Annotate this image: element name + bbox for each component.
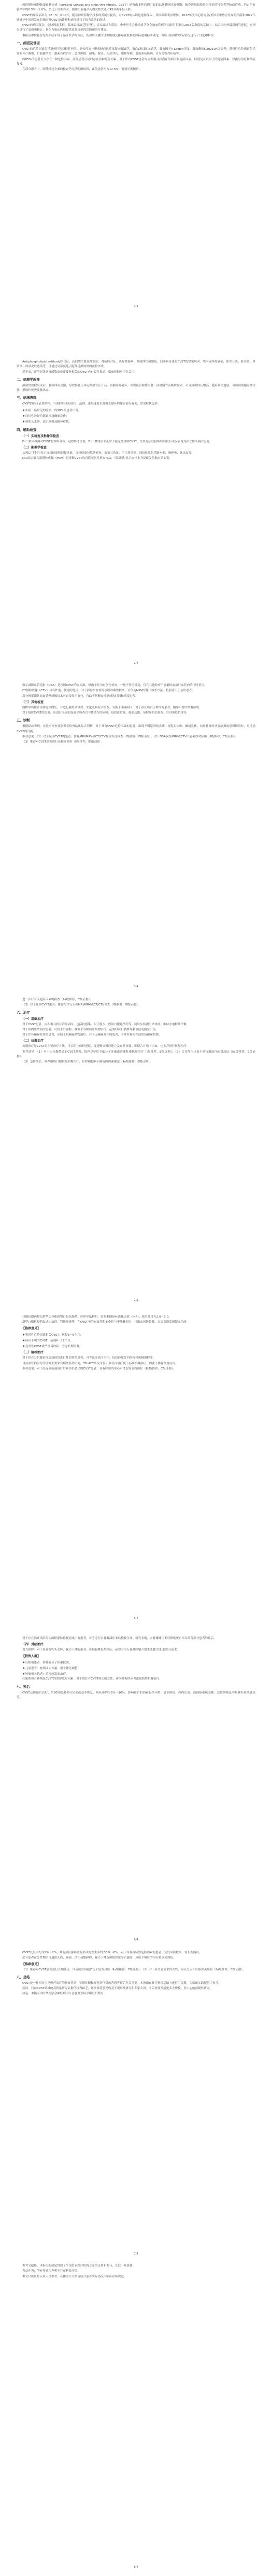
paragraph: CVST复发率约为2%～7%，其他部位静脉血栓形成的发生率约为3%～8%。对于存在持续性危险因素的患者，复发风险较高，需长期随访。 bbox=[22, 1951, 202, 1954]
subsection-heading: 【推荐意见】 bbox=[22, 1326, 41, 1331]
paragraph: （1）推荐对CVST患者进行长期随访，评估血管再通情况和复发风险（Ⅱa级推荐，C级证据）；（2）对于有生育需求的女性，应充分告知妊娠相关风险（Ⅱa级推荐，C级证据）。 bbox=[22, 1968, 246, 1971]
page-number: 5/4 bbox=[134, 1617, 138, 1620]
page-number: 4/4 bbox=[134, 1299, 138, 1303]
paragraph: 部分患者在急性期后可遗留头痛、癫痫、认知功能障碍、视力下降及抑郁焦虑等后遗症，应给予相应的治疗和康复训练。 bbox=[22, 1956, 176, 1960]
paragraph: CT静脉成像（CTV）具有快速、便捷的优点，对于静脉窦血栓的诊断准确性较高，可作为MRV的替代检查方法，特别适用于急诊患者。 bbox=[22, 689, 195, 693]
paragraph: CVST的年发病率为（2～5）/100万，随着神经影像学技术的发展与提高，对CVST的认识也逐渐深入，其检出率明显增加。2017年美国心脏协会/美国卒中协会发布的指南和2022年欧洲卒中组织发布的指南对CVST的诊断和治疗进行了较为系统的阐述。 bbox=[17, 13, 255, 22]
paragraph: Antiphospholipid antibody综合征、高同型半胱氨酸血症、肾病综合征、炎症性肠病、系统性红斑狼疮、白塞病等也是CVST的常见病因。颅内或颅外感染，如中耳炎、乳突炎、鼻窦炎、面部皮肤感染等，可通过局部蔓延引起邻近静脉窦的血栓形成。 bbox=[17, 360, 255, 369]
subsection-heading: （二）影像学检查 bbox=[22, 445, 47, 450]
paragraph: D-二聚体检测对CVST的诊断具有一定的参考价值，D-二聚体水平正常不能完全排除CVST，尤其是症状持续时间较长或仅表现为孤立性头痛的患者。 bbox=[22, 440, 212, 443]
paragraph: 根据临床表现、实验室检查及影像学检查结果综合判断。对于具有CVST危险因素的患者，出现不明原因的头痛、视乳头水肿、癫痫发作、局灶性神经功能缺损或意识障碍时，应考虑CVST的可能。 bbox=[17, 725, 255, 733]
paragraph: 高分辨率磁共振血管壁成像技术可直接显示血栓，有助于判断血栓形成的时间和演变过程。 bbox=[22, 694, 138, 698]
bullet-item: ● 复发性CVST或严重易栓症：考虑长期抗凝。 bbox=[23, 1343, 255, 1349]
page bbox=[11, 680, 261, 996]
paragraph: 头颅CT平扫可显示直接征象和间接征象，直接征象包括条索征、致密三角征、空三角征等；间接征象包括脑水肿、脑梗死、脑出血等。 bbox=[22, 451, 194, 455]
paragraph: 执笔：本指南由中华医学会神经病学分会脑血管病学组组织撰写。 bbox=[22, 1992, 107, 1996]
page bbox=[11, 1948, 261, 2263]
bullet-item: ● 肿瘤相关患者：重视原发病治疗。 bbox=[23, 1671, 255, 1677]
paragraph: 数字减影血管造影（DSA）是诊断CVST的金标准，但由于其为有创性检查，一般不作为首选，仅在其他检查不能确诊或拟行血管内治疗时采用。 bbox=[22, 684, 207, 687]
paragraph: 新型口服抗凝药如达比加群、利伐沙班等，在CVST中的有效性和安全性与华法林相当，且出血风险较低，无需常规监测凝血功能。 bbox=[22, 1321, 190, 1324]
paragraph: 对于经充分抗凝治疗后病情仍进行性加重的患者，可考虑血管内治疗，包括静脉窦内溶栓和机械取栓等。 bbox=[22, 1356, 156, 1360]
paragraph: 妊娠期和产褥期是CVST的重要危险因素，对于既往有CVST病史的女性，再次妊娠时应考虑预防性抗凝治疗。 bbox=[22, 1677, 162, 1681]
paragraph: （3）推荐对CVST患者进行易栓症筛查（Ⅱ级推荐，B级证据）。 bbox=[22, 740, 104, 744]
page-number: 6/4 bbox=[134, 1938, 138, 1941]
page bbox=[11, 2261, 261, 2576]
section-heading: 一、病因及诱因 bbox=[17, 41, 40, 46]
paragraph: 对于存在脑疝风险的大面积静脉性梗死或出血患者，可考虑行去骨瓣减压术以挽救生命。研究表明，去骨瓣减压术可降低死亡率并改善部分患者的预后。 bbox=[22, 1637, 217, 1640]
paragraph: （3）对于疑诊CVST患者，推荐尽早行头颅MRI/MRV或CT/CTV检查（Ⅰ级推荐，B级证据）。 bbox=[22, 1003, 141, 1007]
section-heading: 八、总结 bbox=[17, 1975, 30, 1979]
section-heading: 二、病理学改变 bbox=[17, 377, 40, 382]
subsection-heading: （一）基础治疗 bbox=[22, 1017, 44, 1021]
page bbox=[11, 1633, 261, 1949]
subsection-heading: （三）溶栓治疗 bbox=[22, 1351, 44, 1355]
paragraph: 推荐意见：（1）对于无抗凝禁忌的CVST患者，推荐尽早给予低分子肝素或普通肝素抗凝治疗（Ⅰ级推荐，B级证据）；（2）合并颅内出血不是抗凝治疗的禁忌证（Ⅱa级推荐，B级证据）。 bbox=[17, 1050, 255, 1059]
page bbox=[11, 357, 261, 672]
paragraph: CVST总体预后良好，约80%的患者可完全或基本恢复，病死率约为5%～10%。影响预后的因素包括年龄、意识障碍、颅内出血、深静脉系统受累、恶性肿瘤及中枢神经系统感染等。 bbox=[17, 1691, 255, 1700]
paragraph: CVST的病因复杂，危险因素多样，临床表现缺乏特异性，容易漏诊和误诊。中华医学会神经病学分会脑血管病学组组织专家在2015版指南的基础上，结合国内外最新研究进展，对指南进行了更新和修订，旨在为临床医师提供更加规范的诊断和治疗建议。 bbox=[17, 24, 255, 32]
paragraph: 对于CVST患者，应积极寻找并治疗病因，包括抗感染、纠正脱水、停用口服避孕药等。同时应监测生命体征，维持水电解质平衡。 bbox=[22, 1023, 190, 1026]
bullet-item: ● 头痛：最常见的症状，约90%的患者出现； bbox=[23, 408, 255, 413]
subsection-heading: 【推荐意见】 bbox=[22, 1962, 41, 1966]
paragraph: 约85%的患者至少存在一种危险因素，部分患者可同时存在多种危险因素。对于所有CVST患者均应积极寻找潜在的病因和危险因素，特别是可以纠正的危险因素，以指导治疗和预防复发。 bbox=[17, 58, 255, 66]
paragraph: 本文仅供医疗专业人员参考，具体诊疗方案请结合患者实际情况由临床医师决定。 bbox=[22, 2275, 127, 2278]
section-heading: 五、诊断 bbox=[17, 718, 30, 723]
paragraph: CVST的临床表现多样，与血栓形成的部位、范围、进展速度以及侧支循环的建立情况有关，常见症状包括： bbox=[22, 402, 161, 406]
paragraph: 视力保护：对于存在视乳头水肿、视力下降的患者，应积极降低颅内压，必要时可行视神经鞘开窗术或腰大池-腹腔分流术。 bbox=[22, 1648, 180, 1652]
bullet-item: ● 局灶性神经功能缺损及癫痫发作； bbox=[23, 413, 255, 419]
section-heading: 七、预后 bbox=[17, 1684, 30, 1689]
paragraph: 在部分患者中，即使经过全面的检查仍无法明确病因，此类患者约占12.5%，需要长期随访。 bbox=[22, 68, 142, 72]
paragraph: 利益冲突：所有作者均声明不存在利益冲突。 bbox=[22, 2270, 80, 2273]
section-heading: 三、临床表现 bbox=[17, 396, 37, 400]
paragraph: 腰椎穿刺检查可测定颅内压，并进行脑脊液常规、生化及病原学检查，有助于明确病因。对于存在颅内压增高的患者，腰穿可暂时缓解症状。 bbox=[22, 706, 202, 709]
page bbox=[11, 1312, 261, 1627]
paragraph: 推荐意见：（1）对于疑诊CVST的患者，推荐MRI/MRV或CT/CTV作为首选检查（Ⅰ级推荐，B级证据）；（2）DSA仅在MRV或CTV不能确诊时应用（Ⅱ级推荐，C级证据）。 bbox=[22, 735, 238, 739]
paragraph: 静脉窦血栓形成后，静脉回流受阻，导致静脉压和毛细血管压升高，血脑屏障破坏，出现血管源性水肿；同时脑脊液吸收障碍，可导致颅内压增高。随着病情进展，可出现细胞毒性水肿、静脉性梗死及脑出血。 bbox=[17, 384, 255, 393]
page-number: 3/4 bbox=[134, 985, 138, 988]
paragraph: 本指南中推荐意见的形成采用了循证医学的方法，所引用文献的证据级别及推荐强度参照国际通用标准确定，并结合我国的实际情况进行了讨论和修改。 bbox=[22, 34, 217, 37]
paragraph: 口服抗凝药物包括华法林和新型口服抗凝药。应用华法林时，需监测国际标准化比值（INR），使其维持在2.0～3.0。 bbox=[22, 1315, 172, 1319]
page bbox=[11, 0, 261, 315]
paragraph: 对于疑诊CVST的患者，应进行全面的血液学检查以寻找潜在的病因，包括血常规、凝血功能、易栓症相关检查、自身免疫抗体等。 bbox=[22, 711, 190, 715]
page-number: 1/4 bbox=[134, 305, 138, 308]
bullet-item: ● 病因不明的CVST：抗凝6～12个月； bbox=[23, 1338, 255, 1343]
paragraph: （3）急性期后，推荐继续口服抗凝药物治疗，疗程根据病因和危险因素确定（Ⅱa级推荐，B级证据）。 bbox=[22, 1060, 153, 1064]
page-number: 7/4 bbox=[134, 2252, 138, 2256]
subsection-heading: （二）抗凝治疗 bbox=[22, 1039, 44, 1043]
paragraph: 颅内静脉和静脉窦血栓形成（cerebral venous and sinus thrombosis，CVST）是指由多种病因引起的以脑静脉回流受阻、脑脊液吸收障碍为特征的特殊类型脑血管病，约占所有脑卒中的0.5%～1.0%，多见于妊娠妇女、服用口服避孕药的女性以及＜45岁的年轻人群。 bbox=[17, 4, 255, 12]
subsection-heading: （一）实验室及影像学检查 bbox=[22, 434, 60, 438]
paragraph: 对于颅内压增高的患者，可给予甘露醇、呋塞米等降颅压药物治疗，必要时可行腰椎穿刺放液或脑室引流。 bbox=[22, 1028, 159, 1031]
paragraph: CVST是一种相对少见但可治疗的脑血管病，早期诊断和规范治疗对改善患者预后至关重要。本指南在既往指南基础上进行了更新，为临床实践提供了参考。 bbox=[22, 1981, 221, 1985]
paragraph: 进一步行有关危险因素的检查（Ⅱa级推荐，C级证据）。 bbox=[22, 998, 93, 1001]
subsection-heading: （四）对症治疗 bbox=[22, 1643, 44, 1647]
page-number: 8/4 bbox=[134, 2566, 138, 2569]
paragraph: 然而，目前CVST领域的高质量研究证据仍较为缺乏，许多推荐意见仍基于观察性研究和专家共识，今后需要开展更多大规模、多中心的前瞻性研究。 bbox=[22, 1987, 213, 1991]
subsection-heading: 【特殊人群】 bbox=[22, 1654, 41, 1658]
page bbox=[11, 995, 261, 1310]
subsection-heading: （三）其他检查 bbox=[22, 700, 44, 704]
section-heading: 六、治疗 bbox=[17, 1010, 30, 1015]
section-heading: 四、辅助检查 bbox=[17, 427, 37, 432]
bullet-item: ● 儿童患者：参照成人方案，需个体化调整； bbox=[23, 1665, 255, 1671]
page-number: 2/4 bbox=[134, 662, 138, 665]
paragraph: 目前血管内治疗的证据主要来自病例系列研究，TO-ACT研究未显示血管内治疗优于标准抗凝治疗，因此不推荐常规应用。 bbox=[22, 1362, 178, 1365]
bullet-item: ● 暂时性危险因素相关CVST：抗凝3～6个月； bbox=[23, 1332, 255, 1338]
paragraph: 近年来，新型冠状病毒感染及疫苗接种相关的CVST也有较多报道，临床医师应予以关注。 bbox=[22, 370, 137, 374]
paragraph: MRI结合磁共振静脉成像（MRV）是诊断CVST的首选无创性检查方法，可以同时显示血栓本身及继发的脑实质病变。 bbox=[22, 457, 173, 460]
bullet-item: ● 妊娠期患者：推荐低分子肝素抗凝； bbox=[23, 1660, 255, 1665]
paragraph: 对于伴有癫痫发作的患者，应给予抗癫痫药物治疗；对于无癫痫发作的患者，不推荐预防性使用抗癫痫药物。 bbox=[22, 1033, 162, 1037]
paragraph: 推荐意见：对于经充分抗凝治疗后病情仍恶化的CVST患者，在有经验的中心可考虑血管内治疗（Ⅱb级推荐，C级证据）。 bbox=[22, 1367, 176, 1371]
paragraph: CVST的危险因素包括遗传性和获得性两类。遗传性血栓形成倾向包括抗凝血酶缺乏、蛋白C和蛋白S缺乏、凝血因子V Leiden突变、凝血酶原G20210A突变等；获得性危险因素包括妊娠和产褥期、口服避孕药、激素替代治疗、恶性肿瘤、感染、脱水、头部外伤、腰椎穿刺、血液系统疾病、自身免疫性疾病等。 bbox=[17, 48, 255, 56]
bullet-item: ● 视乳头水肿、意识障碍及精神症状。 bbox=[23, 419, 255, 425]
paragraph: 抗凝治疗是CVST的主要治疗方法，可以阻止血栓进展，促进侧支循环建立及血栓再通。即使合并颅内出血，也推荐进行抗凝治疗。 bbox=[22, 1045, 190, 1048]
paragraph: 参考文献略。本指南的制定得到了全国多家医疗机构专家的支持和参与，在此一并致谢。 bbox=[22, 2264, 136, 2267]
